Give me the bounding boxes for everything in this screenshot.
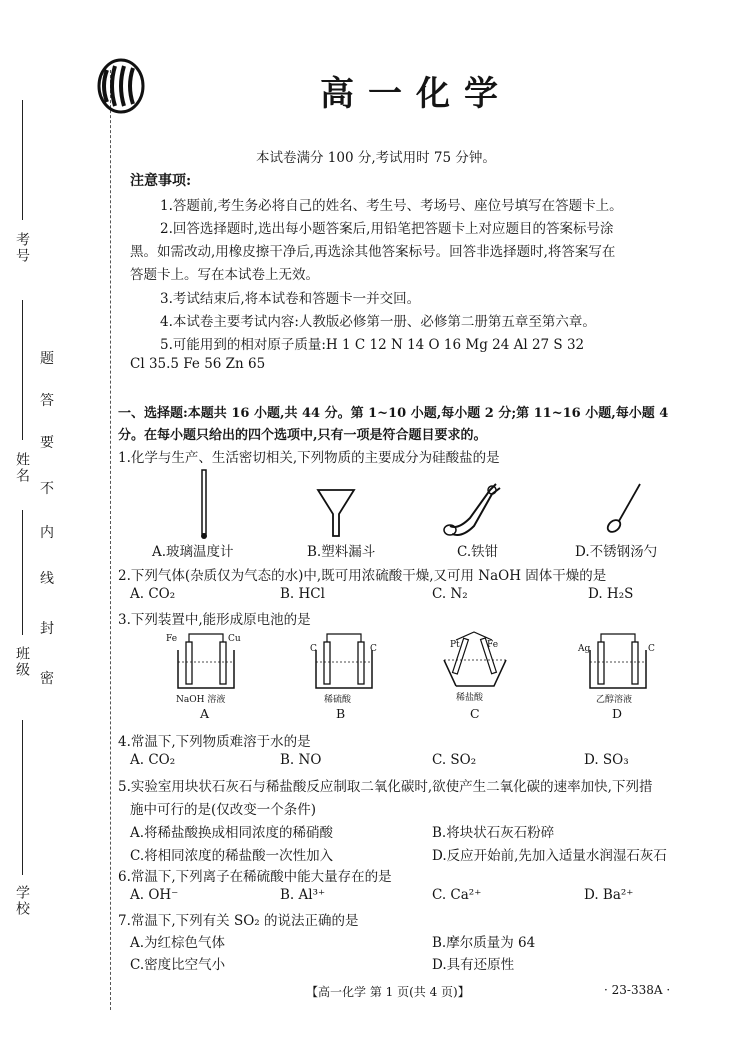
q2-option: A. CO₂	[130, 586, 176, 602]
seal-char: 内	[40, 525, 54, 541]
question-stem: 施中可行的是(仅改变一个条件)	[130, 802, 317, 818]
seal-char: 不	[40, 481, 54, 497]
tongs-icon	[444, 484, 500, 535]
notice-line: 黑。如需改动,用橡皮擦干净后,再选涂其他答案标号。回答非选择题时,将答案写在	[130, 244, 616, 260]
section-heading: 一、选择题:本题共 16 小题,共 44 分。第 1~10 小题,每小题 2 分;第 11~16 小题,每小题 4	[118, 406, 669, 421]
notice-line: 5.可能用到的相对原子质量:H 1 C 12 N 14 O 16 Mg 24 Al 27 S 32	[160, 337, 585, 353]
publisher-logo	[97, 58, 145, 114]
question-stem: 3.下列装置中,能形成原电池的是	[118, 612, 311, 628]
electrode-label: Fe	[166, 634, 178, 644]
q7-option: B.摩尔质量为 64	[432, 935, 536, 951]
q1-option: A.玻璃温度计	[152, 544, 234, 560]
q4-option: B. NO	[280, 752, 322, 768]
class-label: 班级	[14, 646, 30, 678]
exam-info: 本试卷满分 100 分,考试用时 75 分钟。	[256, 150, 496, 166]
electrode-label: C	[648, 644, 655, 654]
q6-option: C. Ca²⁺	[432, 887, 482, 903]
q4-option: A. CO₂	[130, 752, 176, 768]
seal-char: 封	[40, 621, 54, 637]
q4-option: D. SO₃	[584, 752, 629, 768]
solution-label: 稀盐酸	[456, 693, 484, 703]
figure-letter: C	[470, 706, 480, 721]
q5-option: B.将块状石灰石粉碎	[432, 825, 555, 841]
exam-number-underline	[22, 100, 23, 220]
question-stem: 2.下列气体(杂质仅为气态的水)中,既可用浓硫酸干燥,又可用 NaOH 固体干燥的是	[118, 568, 607, 584]
class-underline	[22, 510, 23, 635]
name-label: 姓名	[14, 452, 30, 484]
electrode-label: C	[310, 644, 317, 654]
seal-char: 线	[40, 571, 54, 587]
question-stem: 6.常温下,下列离子在稀硫酸中能大量存在的是	[118, 869, 392, 885]
seal-char: 题	[40, 351, 54, 367]
figure-letter: D	[612, 706, 623, 721]
spoon-icon	[605, 484, 640, 534]
cell-b-diagram	[310, 630, 380, 692]
electrode-label: Ag	[578, 644, 591, 654]
figure-letter: B	[336, 706, 346, 721]
solution-label: NaOH 溶液	[176, 695, 226, 705]
figure-letter: A	[200, 706, 210, 721]
question-stem: 7.常温下,下列有关 SO₂ 的说法正确的是	[118, 913, 359, 929]
notice-line: 3.考试结束后,将本试卷和答题卡一并交回。	[160, 291, 421, 307]
q6-option: B. Al³⁺	[280, 887, 326, 903]
exam-code: · 23-338A ·	[604, 983, 671, 997]
school-label: 学校	[14, 885, 30, 917]
notice-line: 1.答题前,考生务必将自己的姓名、考生号、考场号、座位号填写在答题卡上。	[160, 198, 623, 214]
section-heading: 分。在每小题只给出的四个选项中,只有一项是符合题目要求的。	[118, 428, 487, 443]
electrode-label: Fe	[487, 640, 499, 650]
q5-option: D.反应开始前,先加入适量水润湿石灰石	[432, 848, 667, 864]
q1-figures	[140, 468, 700, 542]
solution-label: 稀硫酸	[324, 695, 352, 705]
q2-option: C. N₂	[432, 586, 468, 602]
page-number: 【高一化学 第 1 页(共 4 页)】	[306, 985, 470, 999]
q1-option: D.不锈钢汤勺	[575, 544, 658, 560]
electrode-label: Pt	[450, 640, 460, 650]
seal-char: 密	[40, 671, 54, 687]
notice-line: 4.本试卷主要考试内容:人教版必修第一册、必修第二册第五章至第六章。	[160, 314, 596, 330]
q4-option: C. SO₂	[432, 752, 477, 768]
school-underline	[22, 720, 23, 875]
notice-line: Cl 35.5 Fe 56 Zn 65	[130, 356, 266, 372]
cell-c-diagram	[436, 630, 514, 692]
cell-d-diagram	[584, 630, 654, 692]
q2-option: B. HCl	[280, 586, 325, 602]
notice-line: 2.回答选择题时,选出每小题答案后,用铅笔把答题卡上对应题目的答案标号涂	[160, 221, 614, 237]
notice-heading: 注意事项:	[130, 173, 192, 189]
question-stem: 4.常温下,下列物质难溶于水的是	[118, 734, 311, 750]
name-underline	[22, 300, 23, 440]
q6-option: A. OH⁻	[130, 887, 179, 903]
seal-char: 答	[40, 393, 54, 409]
exam-number-label: 考号	[14, 232, 30, 264]
electrode-label: C	[370, 644, 377, 654]
q7-option: C.密度比空气小	[130, 957, 226, 973]
q1-option: C.铁钳	[457, 544, 499, 560]
q5-option: A.将稀盐酸换成相同浓度的稀硝酸	[130, 825, 334, 841]
q1-option: B.塑料漏斗	[307, 544, 376, 560]
question-stem: 5.实验室用块状石灰石与稀盐酸反应制取二氧化碳时,欲使产生二氧化碳的速率加快,下列措	[118, 779, 653, 795]
funnel-icon	[318, 490, 354, 536]
seal-char: 要	[40, 435, 54, 451]
q6-option: D. Ba²⁺	[584, 887, 634, 903]
seal-dashed-line	[110, 70, 111, 1010]
q5-option: C.将相同浓度的稀盐酸一次性加入	[130, 848, 334, 864]
notice-line: 答题卡上。写在本试卷上无效。	[130, 267, 319, 283]
q2-option: D. H₂S	[588, 586, 634, 602]
q7-option: D.具有还原性	[432, 957, 515, 973]
electrode-label: Cu	[228, 634, 241, 644]
q7-option: A.为红棕色气体	[130, 935, 226, 951]
page-title: 高一化学	[320, 74, 512, 114]
solution-label: 乙醇溶液	[596, 695, 633, 705]
thermometer-icon	[201, 470, 207, 539]
question-stem: 1.化学与生产、生活密切相关,下列物质的主要成分为硅酸盐的是	[118, 450, 500, 466]
